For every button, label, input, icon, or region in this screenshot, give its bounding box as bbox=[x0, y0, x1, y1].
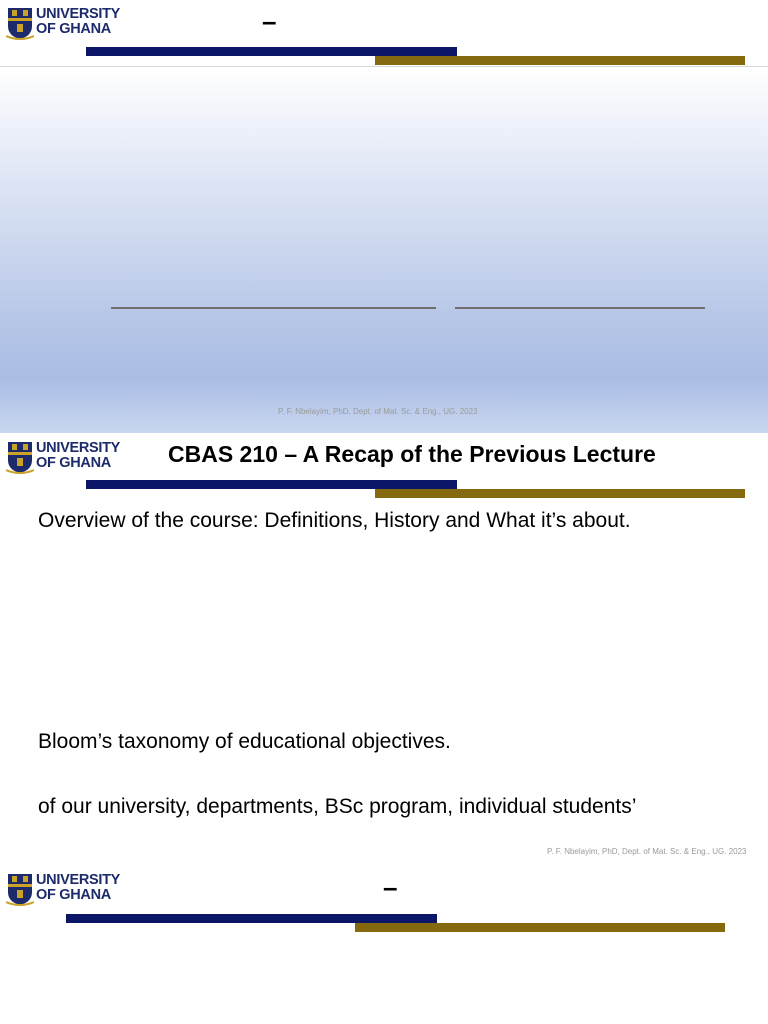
university-logo bbox=[6, 440, 136, 476]
logo-line-2: OF GHANA bbox=[36, 455, 111, 471]
slide-footer: P. F. Nbelayim, PhD, Dept. of Mat. Sc. & Eng., UG. 2023 bbox=[278, 407, 478, 416]
logo-line-2: OF GHANA bbox=[36, 21, 111, 37]
body-line-blooms: Bloom’s taxonomy of educational objectives. bbox=[38, 730, 451, 753]
body-line-university: of our university, departments, BSc program, individual students’ bbox=[38, 795, 637, 818]
divider-line-right bbox=[455, 307, 705, 309]
university-logo bbox=[6, 872, 136, 908]
crest-icon bbox=[6, 872, 34, 906]
logo-line-1: UNIVERSITY bbox=[36, 872, 121, 888]
navy-bar bbox=[86, 480, 457, 489]
logo-line-2: OF GHANA bbox=[36, 887, 111, 903]
navy-bar bbox=[86, 47, 457, 56]
divider-line-left bbox=[111, 307, 436, 309]
crest-icon bbox=[6, 440, 34, 474]
gold-bar bbox=[355, 923, 725, 932]
slide-2 bbox=[0, 433, 768, 865]
university-logo bbox=[6, 6, 136, 42]
gold-bar bbox=[375, 56, 745, 65]
content-panel bbox=[0, 66, 768, 433]
gold-bar bbox=[375, 489, 745, 498]
body-line-overview: Overview of the course: Definitions, History and What it’s about. bbox=[38, 509, 631, 532]
slide-title: CBAS 210 – A Recap of the Previous Lecture bbox=[168, 441, 656, 467]
slide-title: – bbox=[262, 6, 277, 36]
slide-title: – bbox=[383, 872, 398, 902]
navy-bar bbox=[66, 914, 437, 923]
slide-1 bbox=[0, 0, 768, 433]
slide-footer: P. F. Nbelayim, PhD, Dept. of Mat. Sc. & Eng., UG. 2023 bbox=[547, 847, 747, 856]
slide-3 bbox=[0, 865, 768, 1024]
logo-line-1: UNIVERSITY bbox=[36, 440, 121, 456]
logo-line-1: UNIVERSITY bbox=[36, 6, 121, 22]
crest-icon bbox=[6, 6, 34, 40]
